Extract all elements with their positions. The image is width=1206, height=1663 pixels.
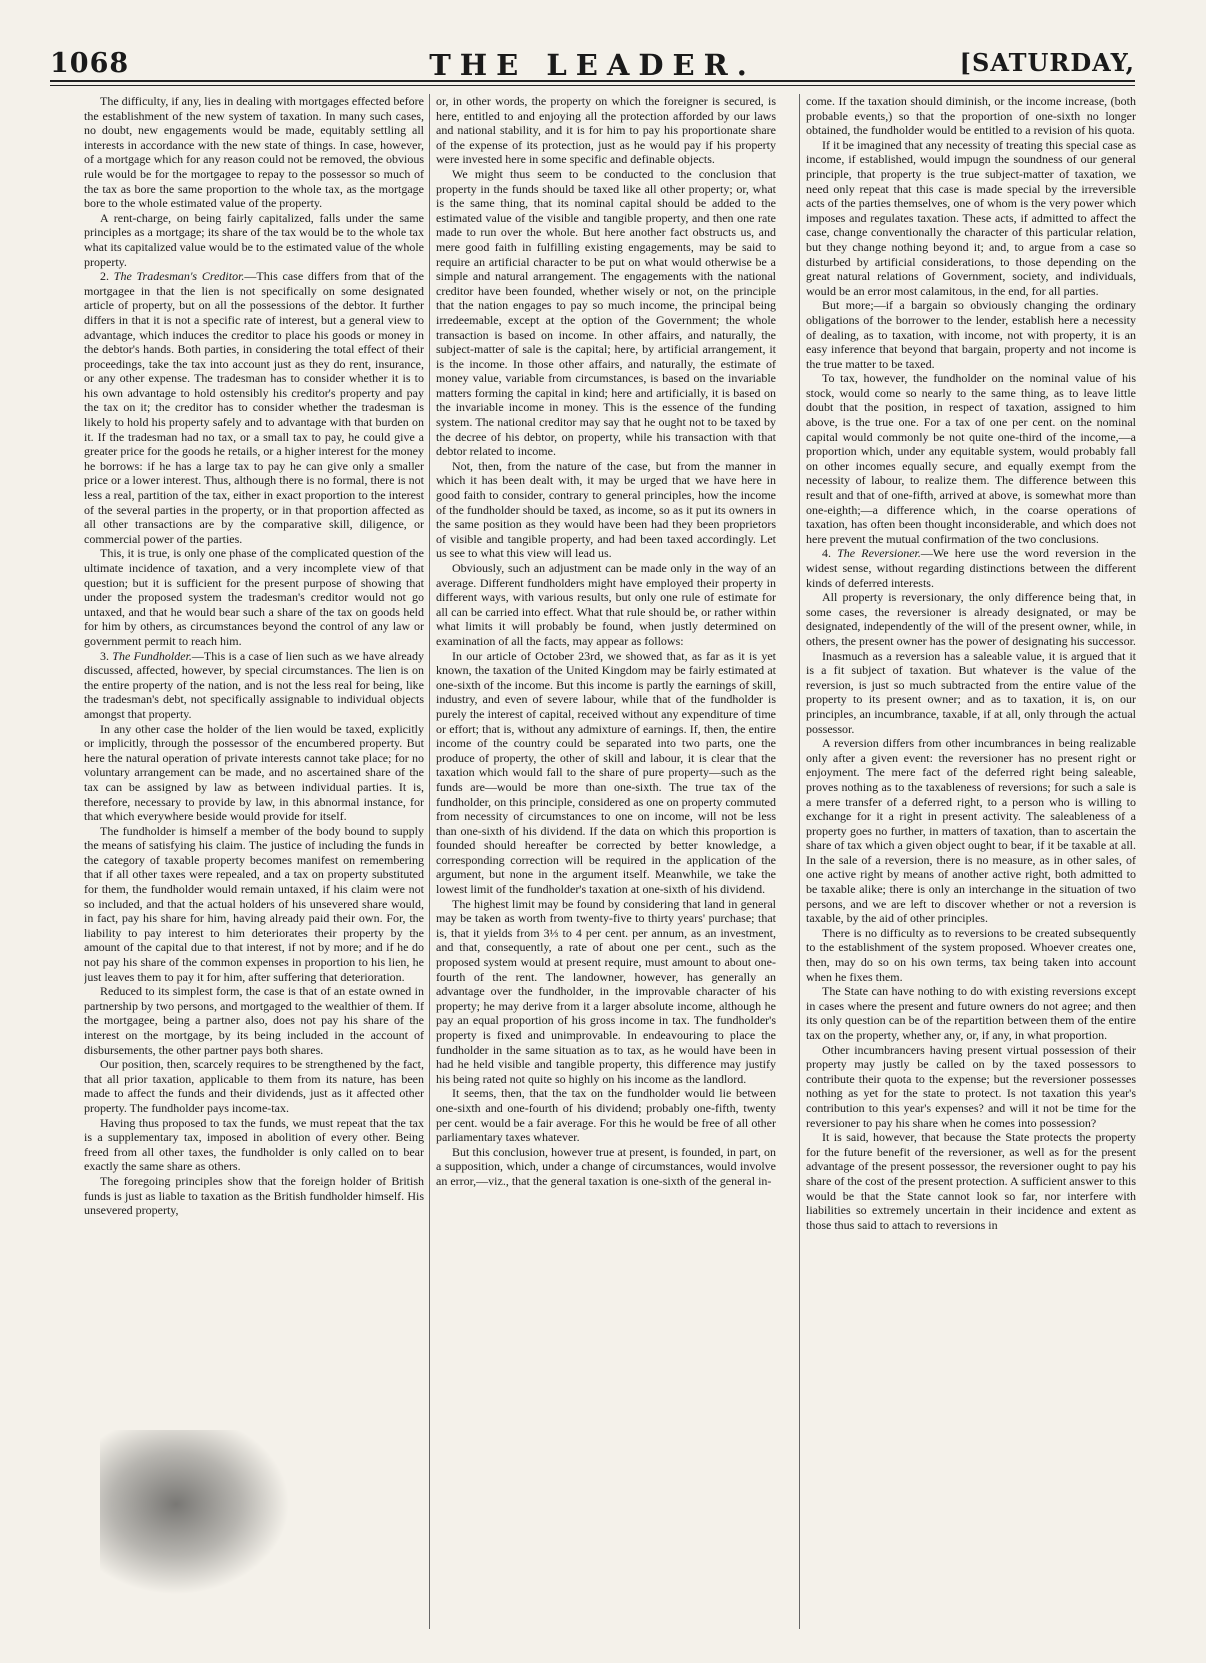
paragraph-text: —This case differs from that of the mortgagee in that the lien is not specifically on some designated article of property, but on all the possessions of the debtor. It further differs in that it is not a specific rate of interest, but a general view to advantage, which induces the creditor to place his goods or money in the debtor's hands. Both parties, in considering the total effect of their proceedings, take the tax into account just as they do rent, insurance, or any other expense. The tradesman has to consider whether it is to his own advantage to hold ostensibly his creditor's property and pay the tax on it; the creditor has to consider whether the tradesman is likely to hold his property safely and to advantage with that burden on it. If the tradesman had no tax, or a small tax to pay, he could give a greater price for the goods he retails, or a higher interest for the money he borrows: if he has a large tax to pay he can give only a smaller price or a lower interest. Thus, although there is no formal, there is not less a real, partition of the tax, either in exact proportion to the interest of the several parties in the property, or in that proportion affected as all other transactions are by the comparative skill, diligence, or commercial power of the parties. [84,269,424,546]
paragraph-text: There is no difficulty as to reversions to be created subsequently to the establishment of the system proposed. Whoever creates one, then, may do so on his own terms, tax being taken into account when he fixes them. [806,925,1136,984]
paragraph-text: If it be imagined that any necessity of treating this special case as income, if established, would impugn the soundness of our general principle, that property is the true subject-matter of taxation, we need only repeat that this case is made special by the irreversible acts of the parties themselves, one of whom is the very power which imposes and regulates taxation. These acts, if admitted to affect the case, change conventionally the character of this particular relation, but they change nothing beyond it; and, to argue from a case so disturbed by artificial considerations, to those depending on the great natural relations of Government, society, and individuals, would be an error most calamitous, in the end, for all parties. [806,137,1136,298]
paragraph-text: This, it is true, is only one phase of the complicated question of the ultimate incidence of taxation, and a very incomplete view of that question; but it is sufficient for the present purpose of showing that under the proposed system the tradesman's creditor would not go untaxed, and that he would bear such a share of the tax on goods held for him by others, as circumstances beyond the control of any law or government permit to reach him. [84,546,424,648]
paragraph [436,1086,776,1144]
section-number: 4. [822,546,838,561]
paragraph-text: Obviously, such an adjustment can be made only in the way of an average. Different fundholders might have employed their property in different ways, with various results, but only one rule of estimate for all can be carried into effect. What that rule should be, or rather within what limits it will probably be found, when justly determined on examination of all the facts, may appear as follows: [436,561,776,648]
paragraph-text: But more;—if a bargain so obviously changing the ordinary obligations of the borrower to the lender, establish here a necessity of dealing, as to taxation, with income, not with property, it is an easy inference that beyond that bargain, property and not income is the true matter to be taxed. [806,298,1136,371]
paragraph-text: Inasmuch as a reversion has a saleable value, it is argued that it is a fit subject of taxation. But whatever is the value of the reversion, is just so much subtracted from the entire value of the property to its present owner; and as to taxation, it is, on our principles, an incumbrance, taxable, if at all, only through the actual possessor. [806,648,1136,736]
paragraph-text: A reversion differs from other incumbrances in being realizable only after a given event: the reversioner has no present right or enjoyment. The mere fact of the deferred right being saleable, proves nothing as to the taxableness of reversions; for such a sale is a mere transfer of a deferred right, to a person who is willing to exchange for it a right in present activity. The saleableness of a property goes no further, in matters of taxation, than to ascertain the share of tax which a given object ought to bear, if it be taxable at all. In the sale of a reversion, there is no measure, as in other sales, of one active right by means of another active right, both admitted to be taxable alike; there is only an interchange in the situation of two persons, and we are left to discover whether or not a reversion is taxable, by the aid of other principles. [806,736,1136,926]
paragraph [806,1130,1136,1232]
paragraph [84,1057,424,1115]
section-number: 2. [100,269,114,284]
paragraph [436,561,776,649]
article-column-3 [806,94,1136,1629]
paragraph-text: Reduced to its simplest form, the case is that of an estate owned in partnership by two persons, and mortgaged to the wealthier of them. If the mortgagee, being a partner also, does not pay his share of the interest on the mortgage, by its being included in the account of disbursements, the other partner pays both shares. [84,984,424,1057]
column-divider [799,94,800,1629]
newspaper-title: THE LEADER. [429,48,756,82]
column-divider [429,94,430,1629]
paragraph [806,1043,1136,1131]
paragraph-text: —We here use the word reversion in the widest sense, without regarding distinctions between the different kinds of deferred interests. [806,546,1136,590]
paragraph-text: The fundholder is himself a member of the body bound to supply the means of satisfying his claim. The justice of including the funds in the category of taxable property becomes manifest on remembering that if all other taxes were repealed, and a tax on property substituted for them, the fundholder would remain untaxed, if his claim were not so included, and that the actual holders of his unsevered share would, in fact, pay his share for him, having already paid their own. For, the liability to pay interest to him deteriorates their property by the amount of the capital due to that interest, if not by more; and if he do not pay his share of the common expenses in proportion to his lien, he just leaves them to pay it for him, after suffering that deterioration. [84,823,424,984]
article-column-2 [436,94,776,1629]
paragraph-text: Having thus proposed to tax the funds, we must repeat that the tax is a supplementary tax, imposed in abolition of every other. Being freed from all other taxes, the fundholder is only called on to bear exactly the same share as others. [84,1115,424,1174]
paragraph-text: Our position, then, scarcely requires to be strengthened by the fact, that all prior taxation, applicable to them from its nature, has been made to affect the funds and their dividends, just as it affected other property. The fundholder pays income-tax. [84,1057,424,1115]
paragraph [806,926,1136,984]
paragraph [806,371,1136,546]
paragraph-text: It seems, then, that the tax on the fundholder would lie between one-sixth and one-fourth of his dividend; probably one-fifth, twenty per cent. would be a fair average. For this he would be free of all other parliamentary taxes whatever. [436,1086,776,1145]
masthead-rule [50,80,1135,82]
paragraph [84,211,424,269]
paragraph [436,167,776,459]
paragraph-text: Not, then, from the nature of the case, but from the manner in which it has been dealt with, it may be urged that we have here in good faith to consider, contrary to general principles, how the income of the fundholder should be taxed, as income, so as it put its owners in the same position as they would have been had they been proprietors of visible and tangible property, and had been taxed accordingly. Let us see to what this view will lead us. [436,458,776,561]
section-heading: The Fundholder. [112,648,192,663]
paragraph [806,298,1136,371]
paragraph-text: But this conclusion, however true at present, is founded, in part, on a supposition, which, under a change of circumstances, would involve an error,—viz., that the general taxation is one-sixth of the general in- [436,1144,776,1188]
article-column-1 [84,94,424,1629]
paragraph [436,897,776,1087]
paragraph [84,1116,424,1174]
paragraph-text: or, in other words, the property on which the foreigner is secured, is here, entitled to and enjoying all the protection afforded by our laws and national stability, and it is for him to pay his proportionate share of the expense of its protection, just as he would pay if his property were invested here in some specific and definable objects. [436,94,776,167]
paragraph-text: In any other case the holder of the lien would be taxed, explicitly or implicitly, through the possessor of the encumbered property. But here the natural operation of private interests cannot take place; for no voluntary arrangement can be made, and no ascertained share of the tax can be assigned by law as between individual parties. It is, therefore, necessary to provide by law, in this abnormal instance, for that which everywhere beside would provide for itself. [84,721,424,824]
paragraph [806,736,1136,926]
paragraph [806,546,1136,590]
paragraph [84,649,424,722]
paragraph-text: In our article of October 23rd, we showed that, as far as it is yet known, the taxation of the United Kingdom may be fairly estimated at one-sixth of the income. But this income is partly the earnings of skill, industry, and even of severe labour, while that of the fundholder is purely the interest of capital, received without any expenditure of time or effort; that is, without any admixture of earnings. If, then, the entire income of the country could be separated into two parts, one the produce of property, the other of skill and labour, it is clear that the taxation which would fall to the share of pure property—such as the funds are—would be more than one-sixth. The true tax of the fundholder, on this principle, considered as one on property commuted from necessity of circumstances to one on income, will not be less than one-sixth of his dividend. If the data on which this proportion is founded should hereafter be corrected by better knowledge, a corresponding correction will be required in the application of the argument, but none in the argument itself. Meanwhile, we take the lowest limit of the fundholder's taxation at one-sixth of his dividend. [436,648,776,897]
paragraph [84,984,424,1057]
section-number: 3. [100,648,113,663]
issue-date: [SATURDAY, [959,48,1135,77]
paragraph [806,138,1136,299]
masthead-rule-thin [50,85,1135,86]
paragraph [806,984,1136,1042]
paragraph-text: The difficulty, if any, lies in dealing with mortgages effected before the establishment of the new system of taxation. In many such cases, no doubt, new engagements would be made, equitably settling all interests in accordance with the new state of things. In case, however, of a mortgage which for any reason could not be removed, the obvious rule would be for the mortgagee to repay to the possessor so much of the tax as bore the same proportion to the whole tax, as the mortgage bore to the whole estimated value of the property. [84,94,424,211]
paragraph [84,824,424,985]
paragraph-text: Other incumbrancers having present virtual possession of their property may justly be called on by the taxed possessors to contribute their quota to the expense; but the reversioner possesses nothing as yet for the state to protect. Is not taxation this year's contribution to this year's expenses? and will it not be time for the reversioner to pay his share when he comes into possession? [806,1042,1136,1130]
paragraph [84,1174,424,1218]
section-heading: The Reversioner. [837,546,921,561]
paragraph [84,546,424,648]
paragraph [436,649,776,897]
paragraph-text: A rent-charge, on being fairly capitalized, falls under the same principles as a mortgage; its share of the tax would be to the whole tax what its capitalized value would be to the estimated value of the whole property. [84,210,424,269]
paragraph-text: The State can have nothing to do with existing reversions except in cases where the present and future owners do not agree; and then its only question can be of the repartition between them of the entire tax on the property, whether any, or, if any, in what proportion. [806,984,1136,1042]
paragraph [806,590,1136,648]
paragraph [436,1145,776,1189]
paragraph-text: To tax, however, the fundholder on the nominal value of his stock, would come so nearly to the same thing, as to leave little doubt that the position, in respect of taxation, assigned to him above, is the true one. For a tax of one per cent. on the nominal capital would commonly be not quite one-third of the income,—a proportion which, under any equitable system, would probably fall on other incomes equally secure, and equally exempt from the necessity of labour, to realize them. The difference between this result and that of one-fifth, arrived at above, is somewhat more than one-eighth;—a difference which, in the coarse operations of taxation, has often been thought inconsiderable, and which does not here prevent the mutual confirmation of the two conclusions. [806,371,1136,546]
paragraph [84,94,424,211]
paragraph-text: All property is reversionary, the only difference being that, in some cases, the reversioner is already designated, or may be designated, independently of the will of the present owner, while, in others, the present owner has the power of designating his successor. [806,590,1136,648]
paragraph-text: come. If the taxation should diminish, or the income increase, (both probable events,) so that the proportion of one-sixth no longer obtained, the fundholder would be entitled to a revision of his quota. [806,94,1136,138]
paragraph-text: The highest limit may be found by considering that land in general may be taken as worth from twenty-five to thirty years' purchase; that is, that it yields from 3⅓ to 4 per cent. per annum, as an investment, and that, consequently, a rate of about one per cent., such as the proposed system would at present require, must amount to about one-fourth of the rent. The landowner, however, has generally an advantage over the fundholder, in the improvable character of his property; he may derive from it a larger absolute income, although he pay an equal proportion of his gross income in tax. The fundholder's property is fixed and unimprovable. In endeavouring to place the fundholder in the same situation as to tax, as he would have been in had he held visible and tangible property, this difference may justify his being rated not quite so highly on his income as the landlord. [436,896,776,1086]
paragraph [84,722,424,824]
paragraph [436,459,776,561]
paragraph [806,649,1136,737]
section-heading: The Tradesman's Creditor. [113,269,245,284]
paragraph [806,94,1136,138]
paragraph-text: We might thus seem to be conducted to the conclusion that property in the funds should be taxed like all other property; or, what is the same thing, that its nominal capital should be added to the estimated value of the visible and tangible property, and then one rate made to run over the whole. But here another fact obstructs us, and mere good faith in fulfilling existing engagements, may be said to require an artificial character to be put on what would otherwise be a simple and natural arrangement. The engagements with the national creditor have been founded, whether wisely or not, on the principle that the nation engages to pay so much income, the principal being irredeemable, except at the option of the Government; the whole transaction is based on income. In other affairs, and naturally, the subject-matter of sale is the capital; here, by artificial arrangement, it is the income. In those other affairs, and naturally, the estimate of money value, variable from circumstances, is based on the invariable matters forming the capital in kind; here and artificially, it is based on the invariable income in money. This is the essence of the funding system. The national creditor may say that he ought not to be taxed by the decree of his debtor, on property, while his transaction with that debtor related to income. [436,166,776,459]
paragraph [436,94,776,167]
paragraph-text: —This is a case of lien such as we have already discussed, affected, however, by special circumstances. The lien is on the entire property of the nation, and is not the less real for being, like the tradesman's debt, not specifically assignable to individual objects amongst that property. [84,648,424,721]
paragraph-text: It is said, however, that because the State protects the property for the future benefit of the reversioner, as well as for the present advantage of the present possessor, the reversioner ought to pay his share of the cost of the present protection. A sufficient answer to this would be that the State cannot look so far, nor interfere with liabilities so extremely uncertain in their incidence and extent as those thus said to attach to reversions in [806,1130,1136,1232]
page-number: 1068 [50,48,130,79]
paragraph-text: The foregoing principles show that the foreign holder of British funds is just as liable to taxation as the British fundholder himself. His unsevered property, [84,1173,424,1218]
paragraph [84,269,424,546]
